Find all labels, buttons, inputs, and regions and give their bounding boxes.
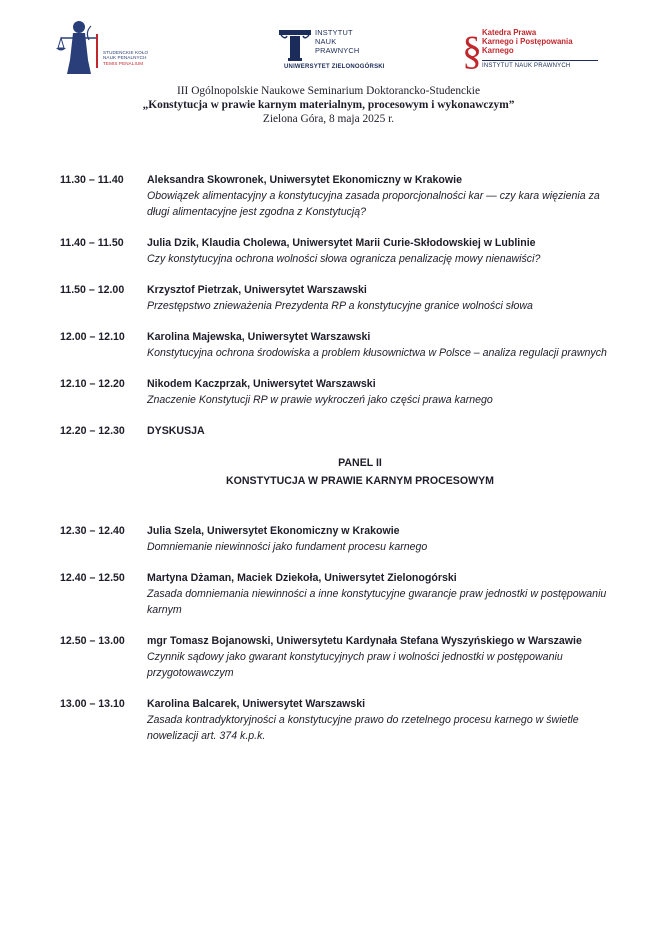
speaker: Krzysztof Pietrzak, Uniwersytet Warszawski <box>147 284 367 296</box>
talk-topic: Domniemanie niewinności jako fundament procesu karnego <box>147 541 428 553</box>
schedule-item <box>60 696 620 744</box>
time-slot: 12.10 – 12.20 <box>60 378 125 390</box>
seminar-subtitle: „Konstytucja w prawie karnym materialnym, procesowym i wykonawczym” <box>142 98 515 111</box>
seminar-title: III Ogólnopolskie Naukowe Seminarium Doktorancko-Studenckie <box>176 85 481 97</box>
speaker: Karolina Majewska, Uniwersytet Warszawski <box>147 331 371 343</box>
time-slot: 12.40 – 12.50 <box>60 572 125 584</box>
panel-title: KONSTYTUCJA W PRAWIE KARNYM PROCESOWYM <box>226 475 494 487</box>
schedule-item <box>60 329 620 361</box>
logo-left-line-2: NAUK PENALNYCH <box>103 55 147 61</box>
column-icon <box>277 28 313 62</box>
speaker: Julia Dzik, Klaudia Cholewa, Uniwersytet Marii Curie-Skłodowskiej w Lublinie <box>147 237 536 249</box>
schedule-item <box>60 235 620 267</box>
svg-text:§: § <box>462 28 482 73</box>
time-slot: 12.00 – 12.10 <box>60 331 125 343</box>
item-body <box>147 696 620 744</box>
time-slot: 13.00 – 13.10 <box>60 698 125 710</box>
justitia-icon <box>55 16 103 78</box>
item-body <box>147 523 620 555</box>
department-logo <box>462 28 602 74</box>
schedule <box>60 172 620 759</box>
time-slot: 12.50 – 13.00 <box>60 635 125 647</box>
item-body <box>147 633 620 681</box>
talk-topic: Obowiązek alimentacyjny a konstytucyjna zasada proporcjonalności kar — czy kara więzienia za długi alimentacyjne jest zgodna z Konstytucją? <box>147 190 600 218</box>
schedule-item <box>60 423 620 439</box>
logo-right-line-1: Katedra Prawa <box>482 28 537 37</box>
section-sign-icon <box>462 28 482 73</box>
seminar-place-date: Zielona Góra, 8 maja 2025 r. <box>262 112 395 125</box>
schedule-item <box>60 172 620 220</box>
panel-number: PANEL II <box>338 457 382 469</box>
speaker: DYSKUSJA <box>147 425 205 437</box>
talk-topic: Konstytucyjna ochrona środowiska a problem kłusownictwa w Polsce – analiza regulacji prawnych <box>147 347 607 359</box>
seminar-header <box>0 85 657 126</box>
speaker: Martyna Dżaman, Maciek Dziekoła, Uniwersytet Zielonogórski <box>147 572 457 584</box>
talk-topic: Zasada domniemania niewinności a inne konstytucyjne gwarancje praw jednostki w postępowaniu karnym <box>147 588 607 616</box>
talk-topic: Przestępstwo znieważenia Prezydenta RP a konstytucyjne granice wolności słowa <box>147 300 533 312</box>
item-body <box>147 423 620 439</box>
speaker: mgr Tomasz Bojanowski, Uniwersytetu Kardynała Stefana Wyszyńskiego w Warszawie <box>147 635 582 647</box>
speaker: Karolina Balcarek, Uniwersytet Warszawski <box>147 698 366 710</box>
item-body <box>147 282 620 314</box>
time-slot: 11.50 – 12.00 <box>60 284 125 296</box>
item-body <box>147 329 620 361</box>
logo-right-divider <box>482 60 598 61</box>
item-body <box>147 570 620 618</box>
logo-mid-line-3: PRAWNYCH <box>315 46 360 55</box>
schedule-item <box>60 282 620 314</box>
time-slot: 11.40 – 11.50 <box>60 237 124 249</box>
speaker: Julia Szela, Uniwersytet Ekonomiczny w Krakowie <box>147 525 400 537</box>
schedule-item <box>60 633 620 681</box>
item-body <box>147 376 620 408</box>
logo-mid-line-2: NAUK <box>315 37 337 46</box>
talk-topic: Zasada kontradyktoryjności a konstytucyjne prawo do rzetelnego procesu karnego w świetle nowelizacji art. 374 k.p.k. <box>147 714 579 742</box>
logo-right-line-2: Karnego i Postępowania <box>482 37 573 46</box>
institute-logo <box>275 28 390 74</box>
time-slot: 12.20 – 12.30 <box>60 425 125 437</box>
logo-mid-university: UNIWERSYTET ZIELONOGÓRSKI <box>284 64 385 70</box>
logo-right-line-3: Karnego <box>482 46 514 55</box>
item-body <box>147 235 620 267</box>
talk-topic: Znaczenie Konstytucji RP w prawie wykroczeń jako części prawa karnego <box>147 394 493 406</box>
logo-left-line-1: STUDENCKIE KOŁO <box>103 50 149 55</box>
time-slot: 11.30 – 11.40 <box>60 174 124 186</box>
speaker: Nikodem Kaczprzak, Uniwersytet Warszawski <box>147 378 376 390</box>
schedule-item <box>60 570 620 618</box>
schedule-part-b <box>60 523 620 744</box>
schedule-item <box>60 376 620 408</box>
logo-left-line-red: TEMIS PENALIUM <box>103 60 144 66</box>
schedule-part-a <box>60 172 620 439</box>
logo-mid-line-1: INSTYTUT <box>315 28 353 37</box>
talk-topic: Czy konstytucyjna ochrona wolności słowa ogranicza penalizację mowy nienawiści? <box>147 253 541 265</box>
panel-heading <box>60 454 620 490</box>
time-slot: 12.30 – 12.40 <box>60 525 125 537</box>
schedule-item <box>60 523 620 555</box>
speaker: Aleksandra Skowronek, Uniwersytet Ekonomiczny w Krakowie <box>147 174 462 186</box>
logo-bar <box>0 12 657 82</box>
talk-topic: Czynnik sądowy jako gwarant konstytucyjnych praw i wolności jednostki w postępowaniu przygotowawczym <box>147 651 563 679</box>
item-body <box>147 172 620 220</box>
logo-right-institute: INSTYTUT NAUK PRAWNYCH <box>482 63 571 69</box>
student-club-logo <box>55 16 163 78</box>
